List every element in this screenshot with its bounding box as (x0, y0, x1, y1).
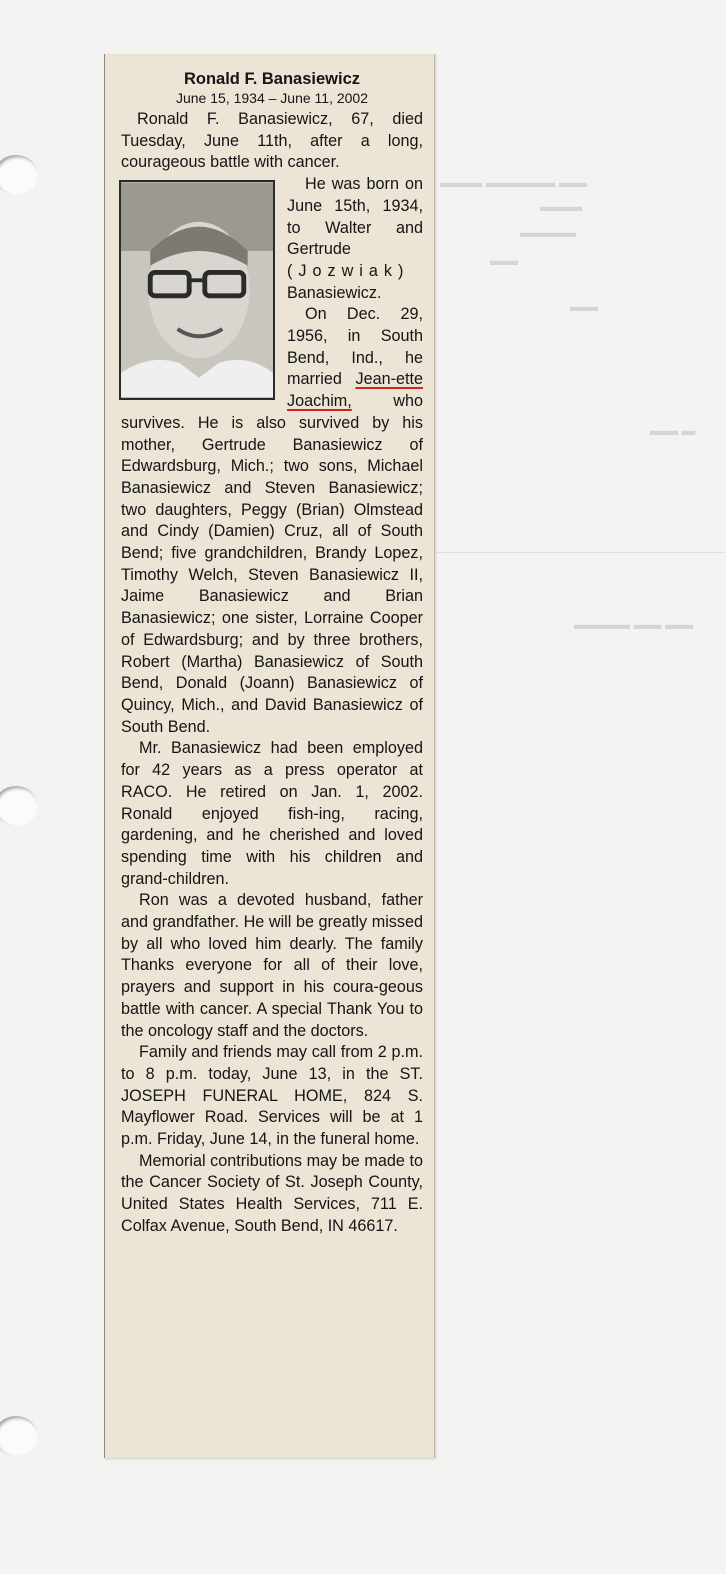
life-dates: June 15, 1934 – June 11, 2002 (175, 90, 368, 106)
obituary-title: Ronald F. Banasiewicz (183, 70, 361, 88)
paragraph-death-notice: Ronald F. Banasiewicz, 67, died Tuesday, June 11th, after a long, courageous battle with cancer. (121, 110, 423, 172)
show-through-text: ▬▬ (570, 300, 598, 315)
portrait-icon (121, 182, 273, 398)
show-through-rule (436, 552, 726, 553)
show-through-text: ▬▬▬ ▬▬▬▬▬ ▬▬ (440, 176, 587, 191)
maiden-name: (Jozwiak) (287, 261, 410, 280)
portrait-photo (119, 180, 275, 400)
binder-hole-middle (0, 786, 38, 826)
birth-text: He was born on June 15th, 1934, to Walter and Gertrude (287, 175, 423, 259)
show-through-text: ▬▬ (490, 254, 518, 269)
paragraph-career: Mr. Banasiewicz had been employed for 42 years as a press operator at RACO. He retired on Jan. 1, 2002. Ronald enjoyed fish-ing, racing, gardening, and he cherished and loved spending time with his children and grand-children. (121, 739, 423, 888)
paragraph-memorials: Memorial contributions may be made to the Cancer Society of St. Joseph County, United States Health Services, 711 E. Colfax Avenue, South Bend, IN 46617. (121, 1151, 423, 1235)
binder-hole-top (0, 155, 38, 195)
obituary-text (121, 69, 423, 1238)
show-through-text: ▬▬▬ (540, 200, 582, 215)
spouse-name-underlined: Jean-ette Joachim, (287, 370, 423, 411)
binder-hole-bottom (0, 1416, 38, 1456)
birth-text-end: Banasiewicz. (287, 283, 382, 302)
show-through-text: ▬▬ ▬ (650, 424, 696, 439)
paragraph-tribute: Ron was a devoted husband, father and grandfather. He will be greatly missed by all who loved him dearly. The family Thanks everyone for all of their love, prayers and support in his coura-geous battle with cancer. A special Thank You to the oncology staff and the doctors. (121, 891, 423, 1040)
obituary-clipping (104, 54, 435, 1458)
show-through-text: ▬▬▬▬ (520, 226, 576, 241)
marriage-text: On Dec. 29, 1956, in South Bend, Ind., he married (287, 305, 423, 389)
survivors-text: who survives. He is also survived by his mother, Gertrude Banasiewicz of Edwardsburg, Mich.; two sons, Michael Banasiewicz and Steven Banasiewicz; two daughters, Peggy (Brian) Olmstead and Cindy (Damien) Cruz, all of South Bend; five grandchildren, Brandy Lopez, Timothy Welch, Steven Banasiewicz II, Jaime Banasiewicz and Brian Banasiewicz; one sister, Lorraine Cooper of Edwardsburg; and by three brothers, Robert (Martha) Banasiewicz of South Bend, Donald (Joann) Banasiewicz of Quincy, Mich., and David Banasiewicz of South Bend. (121, 392, 423, 736)
show-through-text: ▬▬▬▬ ▬▬ ▬▬ (574, 618, 693, 633)
paragraph-visitation: Family and friends may call from 2 p.m. to 8 p.m. today, June 13, in the ST. JOSEPH FUNERAL HOME, 824 S. Mayflower Road. Services will be at 1 p.m. Friday, June 14, in the funeral home. (121, 1043, 423, 1149)
